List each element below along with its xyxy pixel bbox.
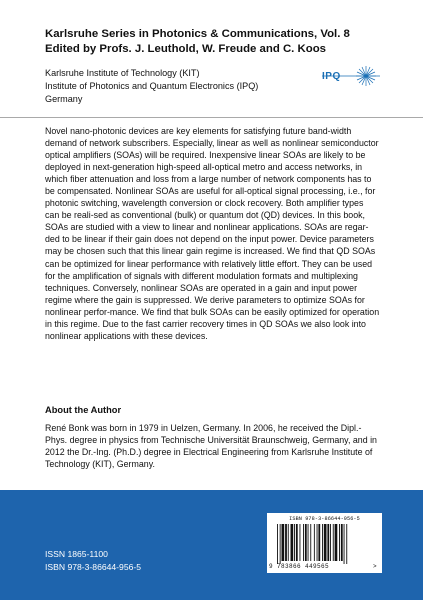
series-header [45,27,375,57]
divider [0,117,423,118]
barcode-isbn-text: ISBN 978-3-86644-956-5 [289,516,360,522]
issn-label: ISSN 1865-1100 [45,549,108,559]
institute-department: Institute of Photonics and Quantum Electronics (IPQ) [45,81,259,91]
isbn-label: ISBN 978-3-86644-956-5 [45,562,142,572]
logo-text: IPQ [322,71,341,82]
series-title: Karlsruhe Series in Photonics & Communications, Vol. 8 [45,28,350,40]
institute-name: Karlsruhe Institute of Technology (KIT) [45,68,200,78]
series-editors: Edited by Profs. J. Leuthold, W. Freude and C. Koos [45,43,326,55]
barcode-icon [277,524,373,564]
barcode-digits: 9 783866 449565 [269,563,330,570]
barcode-arrow: > [372,563,377,570]
institute-block [45,67,345,106]
about-author-heading: About the Author [45,405,122,415]
institute-country: Germany [45,94,83,104]
barcode-number [269,563,380,570]
about-author-text: René Bonk was born in 1979 in Uelzen, Germany. In 2006, he received the Dipl.-Phys. degree in physics from Technische Universität Braunschweig, Germany, and in 2012 the Dr.-Ing. (Ph.D.) degree in Electrical Engineering from Karlsruhe Institute of Technology (KIT), Germany. [45,423,377,470]
barcode [267,513,382,573]
abstract-text: Novel nano-photonic devices are key elements for satisfying future band-width demand of network subscribers. Especially, linear as well as nonlinear semiconductor optical amplifiers (SOAs) will be required. Inexpensive linear SOAs are likely to be deployed in next-generation high-speed all-optical metro and access networks, in which fiber attenuation and loss from a large number of network components has to be compensated. Nonlinear SOAs are useful for all-optical signal processing, i.e., for photonic switching, wavelength conversion or clock recovery. Both amplifier types can be reali-sed as conventional (bulk) or quantum dot (QD) devices. In this book, SOAs are studied with a view to linear and nonlinear applications. SOAs are regar-ded to be linear if their gain does not depend on the input power. Device parameters may be chosen such that this linear gain regime is increased. We find that QD SOAs can be optimized for linear performance with relatively little effort. They can be used for the amplification of signals with different modulation formats and multiplexing techniques. Conversely, nonlinear SOAs are operated in a gain and input power regime where the gain is suppressed. We derive parameters to optimize SOAs for nonlinear perfor-mance. We find that bulk SOAs can be easily optimized for operation in this regime. Due to the fast carrier recovery times in QD SOAs we also look into nonlinear applications with these devices. [45,126,380,341]
